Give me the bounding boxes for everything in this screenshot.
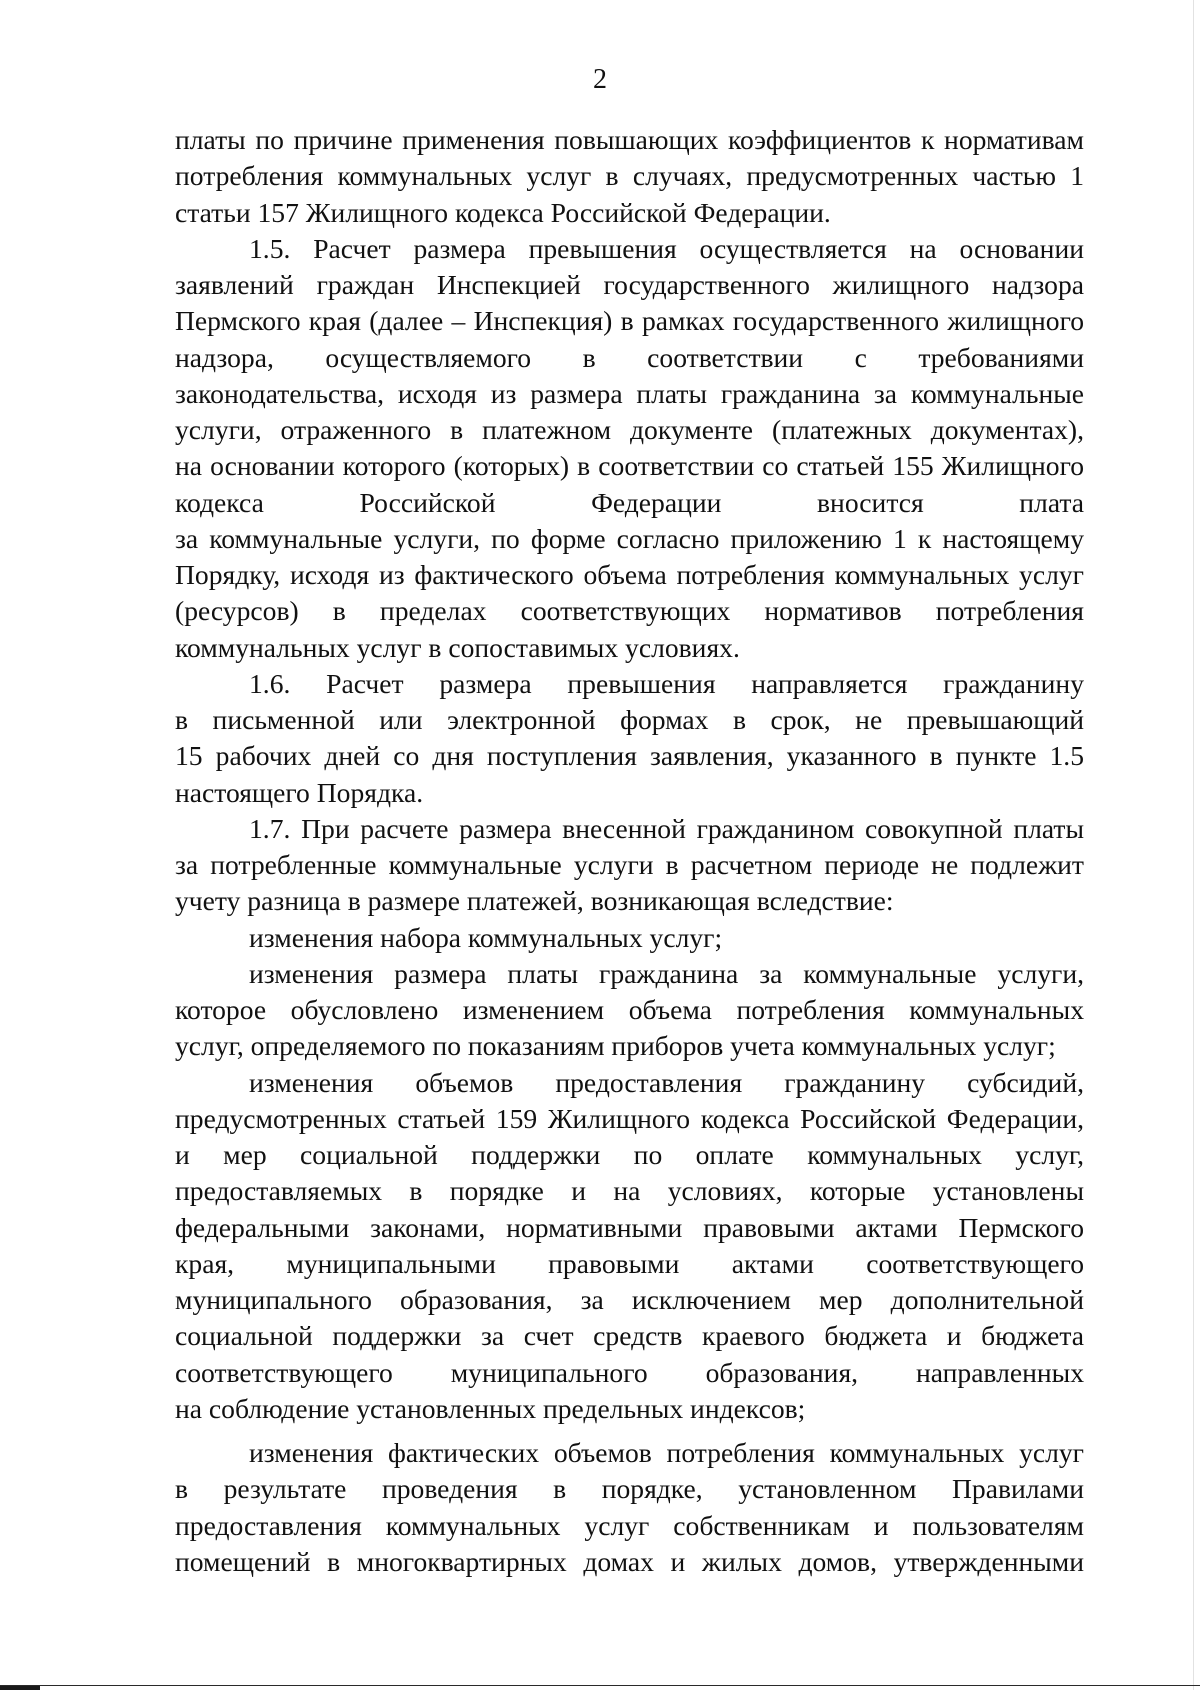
list-item-actual-volumes: изменения фактических объемов потребления коммунальных услуг: [249, 1437, 1084, 1468]
scan-edge-bottom: [0, 1685, 1200, 1686]
text-line: федеральными законами, нормативными правовыми актами Пермского: [175, 1211, 1084, 1243]
text-line: на основании которого (которых) в соответствии со статьей 155 Жилищного: [175, 450, 1084, 482]
text-line: Порядку, исходя из фактического объема потребления коммунальных услуг: [175, 559, 1084, 590]
text-line: предоставляемых в порядке и на условиях, которые установлены: [175, 1175, 1084, 1207]
text-line: соответствующего муниципального образования, направленных: [175, 1356, 1084, 1388]
text-line: 15 рабочих дней со дня поступления заявления, указанного в пункте 1.5: [175, 740, 1084, 772]
text-line: платы по причине применения повышающих коэффициентов к нормативам: [175, 124, 1084, 155]
text-line: за коммунальные услуги, по форме согласно приложению 1 к настоящему: [175, 522, 1084, 554]
text-line: услуги, отраженного в платежном документе (платежных документах),: [175, 414, 1084, 445]
paragraph-start-1-6: 1.6. Расчет размера превышения направляется гражданину: [249, 667, 1084, 699]
list-item-payment-size: изменения размера платы гражданина за коммунальные услуги,: [249, 957, 1084, 989]
text-line: на соблюдение установленных предельных индексов;: [175, 1392, 806, 1424]
text-line: предоставления коммунальных услуг собственникам и пользователям: [175, 1509, 1084, 1541]
scan-edge-right: [1193, 0, 1194, 1690]
text-line: статьи 157 Жилищного кодекса Российской Федерации.: [175, 196, 831, 228]
paragraph-start-1-7: 1.7. При расчете размера внесенной гражданином совокупной платы: [249, 812, 1084, 844]
text-line: муниципального образования, за исключением мер дополнительной: [175, 1284, 1084, 1315]
list-item-services-set: изменения набора коммунальных услуг;: [249, 921, 723, 953]
text-line: и мер социальной поддержки по оплате коммунальных услуг,: [175, 1139, 1084, 1170]
text-line: заявлений граждан Инспекцией государственного жилищного надзора: [175, 269, 1084, 300]
list-item-subsidies: изменения объемов предоставления гражданину субсидий,: [249, 1066, 1084, 1098]
text-line: кодекса Российской Федерации вносится плата: [175, 486, 1084, 518]
text-line: предусмотренных статьей 159 Жилищного кодекса Российской Федерации,: [175, 1102, 1084, 1134]
text-line: услуг, определяемого по показаниям приборов учета коммунальных услуг;: [175, 1030, 1056, 1062]
text-line: надзора, осуществляемого в соответствии с требованиями: [175, 341, 1084, 373]
paragraph-spacing: [175, 1427, 1084, 1435]
text-line: (ресурсов) в пределах соответствующих нормативов потребления: [175, 595, 1084, 627]
text-line: края, муниципальными правовыми актами соответствующего: [175, 1247, 1084, 1279]
text-line: в результате проведения в порядке, установленном Правилами: [175, 1473, 1084, 1505]
text-line: настоящего Порядка.: [175, 776, 424, 808]
text-line: потребления коммунальных услуг в случаях, предусмотренных частью 1: [175, 160, 1084, 192]
scan-edge-corner: [0, 1686, 40, 1690]
text-line: учету разница в размере платежей, возникающая вследствие:: [175, 885, 894, 917]
text-line: за потребленные коммунальные услуги в расчетном периоде не подлежит: [175, 849, 1084, 880]
text-line: в письменной или электронной формах в срок, не превышающий: [175, 704, 1084, 735]
text-line: которое обусловлено изменением объема потребления коммунальных: [175, 994, 1084, 1025]
paragraph-start-1-5: 1.5. Расчет размера превышения осуществляется на основании: [249, 232, 1084, 264]
document-body: [175, 122, 1084, 1580]
text-line: коммунальных услуг в сопоставимых условиях.: [175, 631, 740, 663]
text-line: социальной поддержки за счет средств краевого бюджета и бюджета: [175, 1320, 1084, 1352]
text-line: законодательства, исходя из размера платы гражданина за коммунальные: [175, 377, 1084, 409]
text-line: помещений в многоквартирных домах и жилых домов, утвержденными: [175, 1545, 1084, 1577]
text-line: Пермского края (далее – Инспекция) в рамках государственного жилищного: [175, 305, 1084, 337]
page-number: 2: [593, 64, 607, 95]
